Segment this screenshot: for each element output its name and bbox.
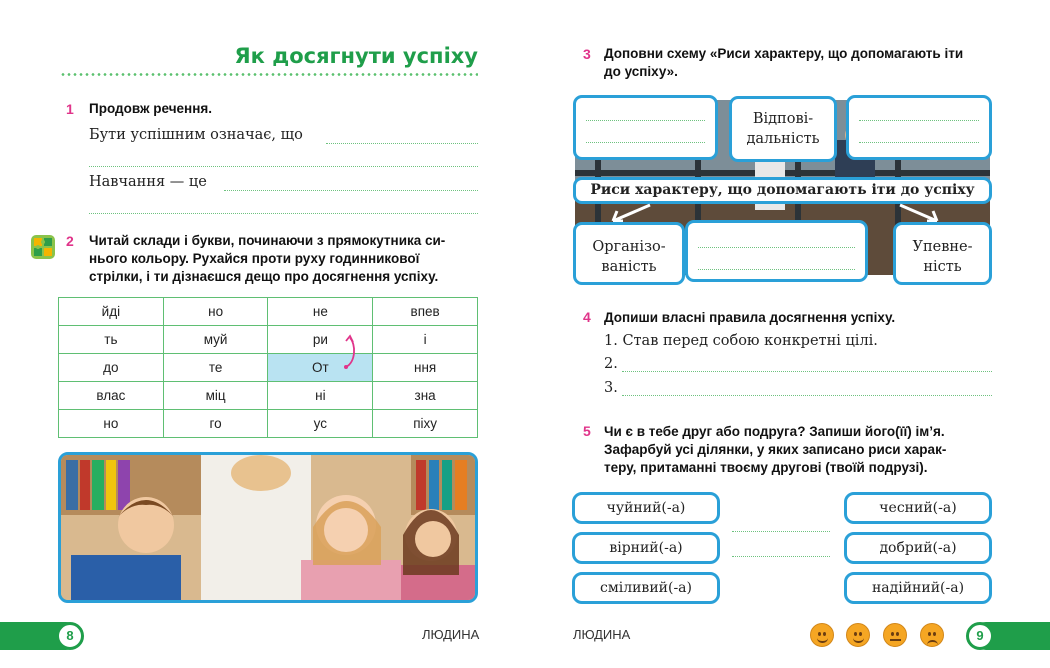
table-cell: ри — [268, 326, 373, 354]
task1-prompt: Продовж речення. — [89, 101, 212, 116]
table-row — [59, 326, 478, 354]
table-cell: ть — [59, 326, 164, 354]
task3-prompt: Доповни схему «Риси характеру, що допомагають іти до успіху». — [604, 46, 964, 79]
friend-name-line1[interactable] — [732, 531, 830, 532]
puzzle-icon — [30, 234, 56, 260]
page-title: Як досягнути успіху — [234, 44, 478, 68]
smiley-neutral-icon — [883, 623, 907, 647]
start-cell: От — [268, 354, 373, 382]
trait-kind[interactable]: добрий(-а) — [844, 532, 992, 564]
table-cell: но — [59, 410, 164, 438]
table-cell: впев — [373, 298, 478, 326]
scheme-box-responsibility: Відпові- дальність — [729, 96, 837, 162]
table-cell: муй — [163, 326, 268, 354]
footer-section-right: ЛЮДИНА — [573, 627, 631, 642]
table-cell: ння — [373, 354, 478, 382]
table-cell: ус — [268, 410, 373, 438]
table-cell: зна — [373, 382, 478, 410]
syllable-table — [58, 297, 478, 438]
smiley-happy-icon — [846, 623, 870, 647]
table-cell: не — [268, 298, 373, 326]
trait-reliable[interactable]: надійний(-а) — [844, 572, 992, 604]
scheme-empty-box-bottom-mid[interactable] — [685, 220, 868, 282]
task4-rule2-number: 2. — [604, 356, 618, 372]
table-cell: но — [163, 298, 268, 326]
scheme-box-organization: Організо- ваність — [573, 222, 685, 285]
task4-prompt: Допиши власні правила досягнення успіху. — [604, 310, 896, 325]
table-cell: те — [163, 354, 268, 382]
scheme-center-label: Риси характеру, що допомагають іти до успіху — [573, 177, 992, 204]
page-number-right: 9 — [966, 622, 994, 650]
trait-brave[interactable]: сміливий(-а) — [572, 572, 720, 604]
table-cell: і — [373, 326, 478, 354]
table-cell: міц — [163, 382, 268, 410]
counterclockwise-arrow-icon — [340, 334, 360, 370]
task1-number: 1 — [66, 101, 74, 117]
task2-number: 2 — [66, 233, 74, 249]
task4-number: 4 — [583, 309, 591, 325]
table-cell: влас — [59, 382, 164, 410]
task1-sentence1: Бути успішним означає, що — [89, 127, 303, 143]
task2-prompt: Читай склади і букви, починаючи з прямокутника си- нього кольору. Рухайся проти руху годинникової стрілки, і ти дізнаєшся дещо про досягнення успіху. — [89, 233, 446, 284]
scheme-box-confidence: Упевне- ність — [893, 222, 992, 285]
task4-rule1: 1. Став перед собою конкретні цілі. — [604, 333, 878, 349]
table-row — [59, 354, 478, 382]
task3-number: 3 — [583, 46, 591, 62]
task1-answer-line3[interactable] — [224, 190, 478, 191]
table-cell: го — [163, 410, 268, 438]
smiley-laughing-icon — [810, 623, 834, 647]
title-underline — [60, 73, 478, 76]
trait-faithful[interactable]: вірний(-а) — [572, 532, 720, 564]
trait-caring[interactable]: чуйний(-а) — [572, 492, 720, 524]
smiley-sad-icon — [920, 623, 944, 647]
scheme-empty-box-top-right[interactable] — [846, 95, 992, 160]
task1-sentence2: Навчання — це — [89, 174, 207, 190]
table-cell: ні — [268, 382, 373, 410]
children-studying-photo — [58, 452, 478, 603]
task1-answer-line2[interactable] — [89, 166, 478, 167]
task1-answer-line4[interactable] — [89, 213, 478, 214]
table-cell: до — [59, 354, 164, 382]
scheme-empty-box-top-left[interactable] — [573, 95, 718, 160]
table-cell: піху — [373, 410, 478, 438]
task5-prompt: Чи є в тебе друг або подруга? Запиши його(її) ім’я. Зафарбуй усі ділянки, у яких записано риси харак- теру, притаманні твоєму другові (твоїй подрузі). — [604, 424, 947, 475]
task4-rule3-number: 3. — [604, 380, 618, 396]
table-row — [59, 410, 478, 438]
trait-honest[interactable]: чесний(-а) — [844, 492, 992, 524]
task1-answer-line1[interactable] — [326, 143, 478, 144]
table-cell: йді — [59, 298, 164, 326]
table-row — [59, 382, 478, 410]
table-row — [59, 298, 478, 326]
task4-rule3-line[interactable] — [622, 395, 992, 396]
task4-rule2-line[interactable] — [622, 371, 992, 372]
page-number-left: 8 — [56, 622, 84, 650]
friend-name-line2[interactable] — [732, 556, 830, 557]
task5-number: 5 — [583, 423, 591, 439]
footer-section-left: ЛЮДИНА — [422, 627, 480, 642]
